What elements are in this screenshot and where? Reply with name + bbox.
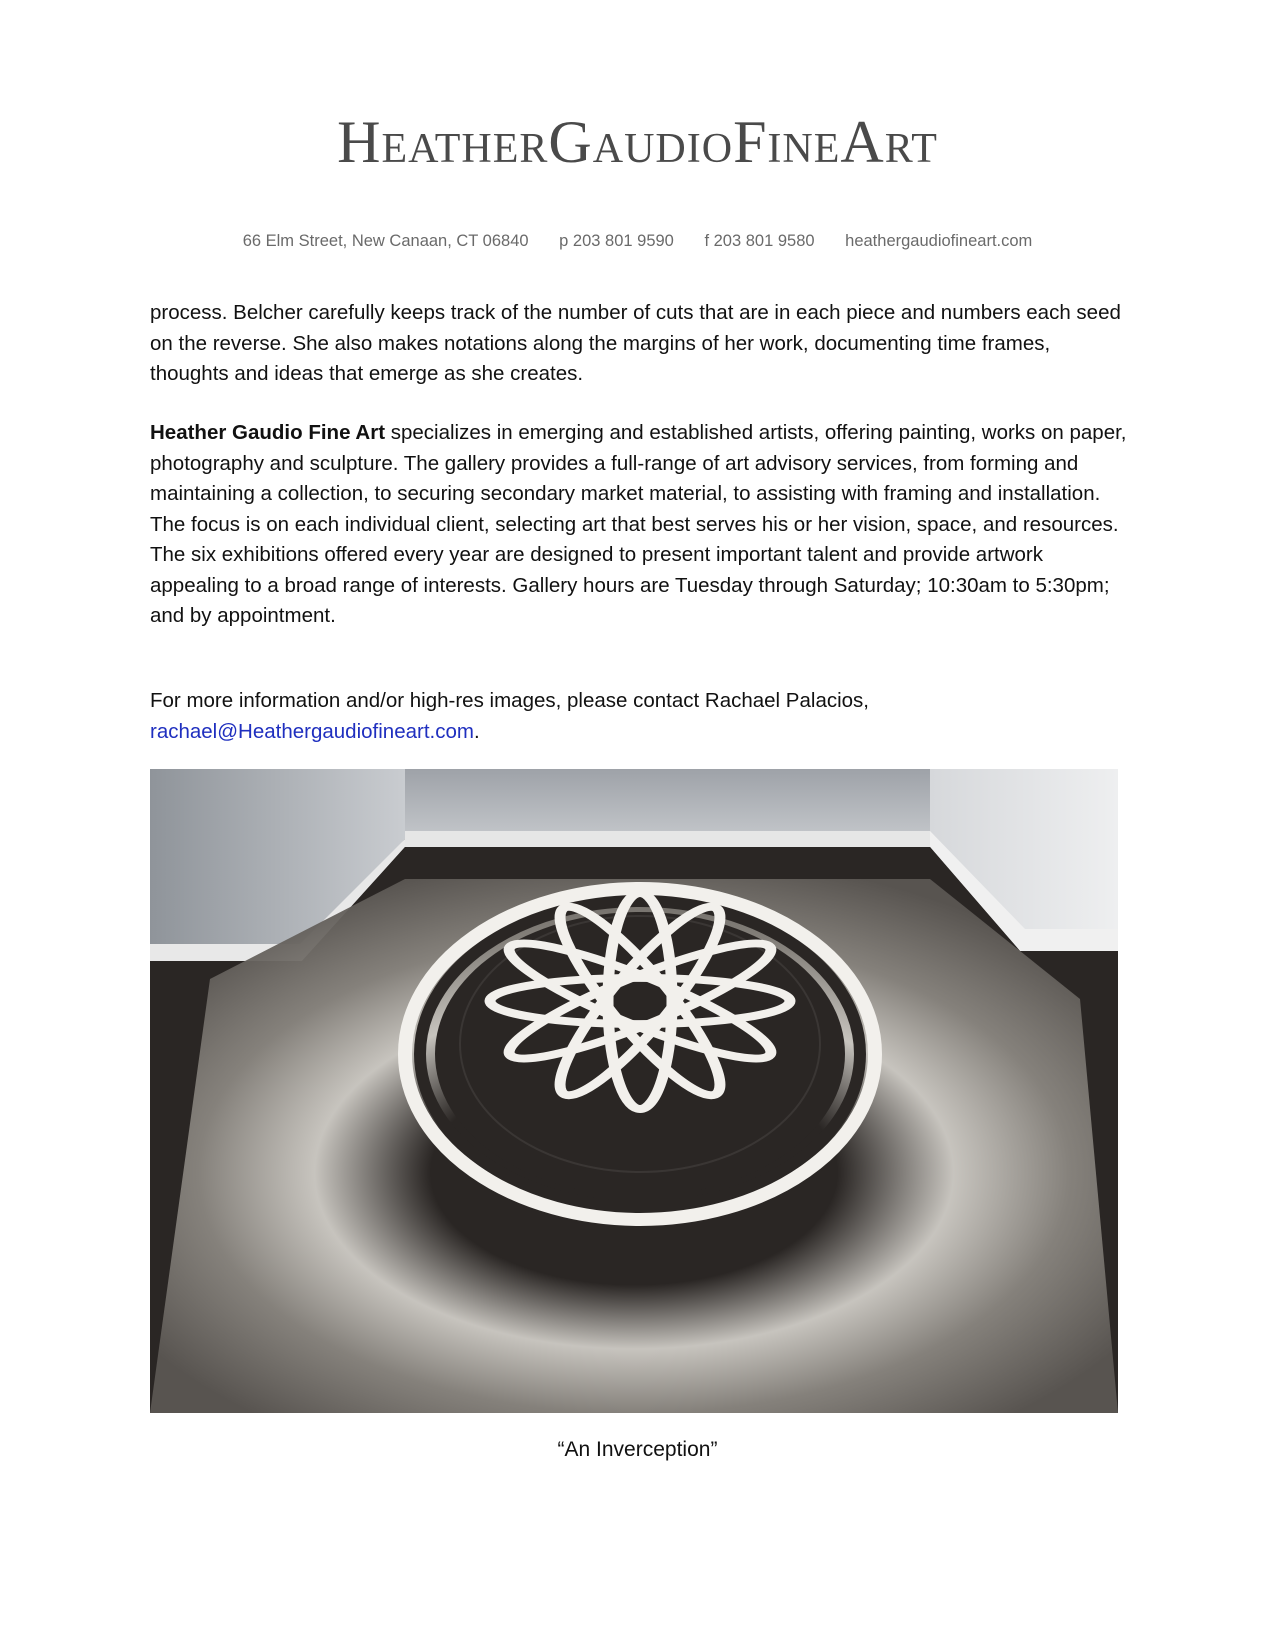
gallery-logo: HeatherGaudioFineArt [337,109,938,175]
gallery-name-bold: Heather Gaudio Fine Art [150,421,386,444]
contact-period: . [473,719,480,743]
contact-line [0,232,1275,251]
artwork-caption: “An Inverception” [557,1438,718,1461]
back-wall [405,769,930,839]
phone-text: p 203 801 9590 [559,232,674,250]
paragraph-gallery [150,418,1130,632]
artwork-photo [150,769,1118,1413]
paragraph-gallery-text [150,418,1130,632]
gallery-description: specializes in emerging and established artists, offering painting, works on paper, photography and sculpture. The gallery provides a full-range of art advisory services, from forming and maintaining a collection, to securing secondary market material, to assisting with framing and installation. The focus is on each individual client, selecting art that best serves his or her vision, space, and resources. The six exhibitions offered every year are designed to present important talent and provide artwork appealing to a broad range of interests. Gallery hours are Tuesday through Saturday; 10:30am to 5:30pm; and by appointment. [150,421,1127,627]
contact-intro: For more information and/or high-res images, please contact Rachael Palacios, [150,689,869,712]
paragraph-contact-text [150,686,1130,747]
artwork-illustration [150,769,1118,1413]
address-text: 66 Elm Street, New Canaan, CT 06840 [242,232,529,250]
website-link[interactable]: heathergaudiofineart.com [845,232,1033,250]
back-baseboard [405,831,930,847]
email-link[interactable]: rachael@Heathergaudiofineart.com [150,719,474,743]
paragraph-contact [150,686,1130,747]
fax-text: f 203 801 9580 [704,232,815,250]
paragraph-process-text: process. Belcher carefully keeps track of the number of cuts that are in each piece and numbers each seed on the reverse. She also makes notations along the margins of her work, documenting time frames, thoughts and ideas that emerge as she creates. [150,301,1121,385]
paragraph-process [150,298,1130,390]
